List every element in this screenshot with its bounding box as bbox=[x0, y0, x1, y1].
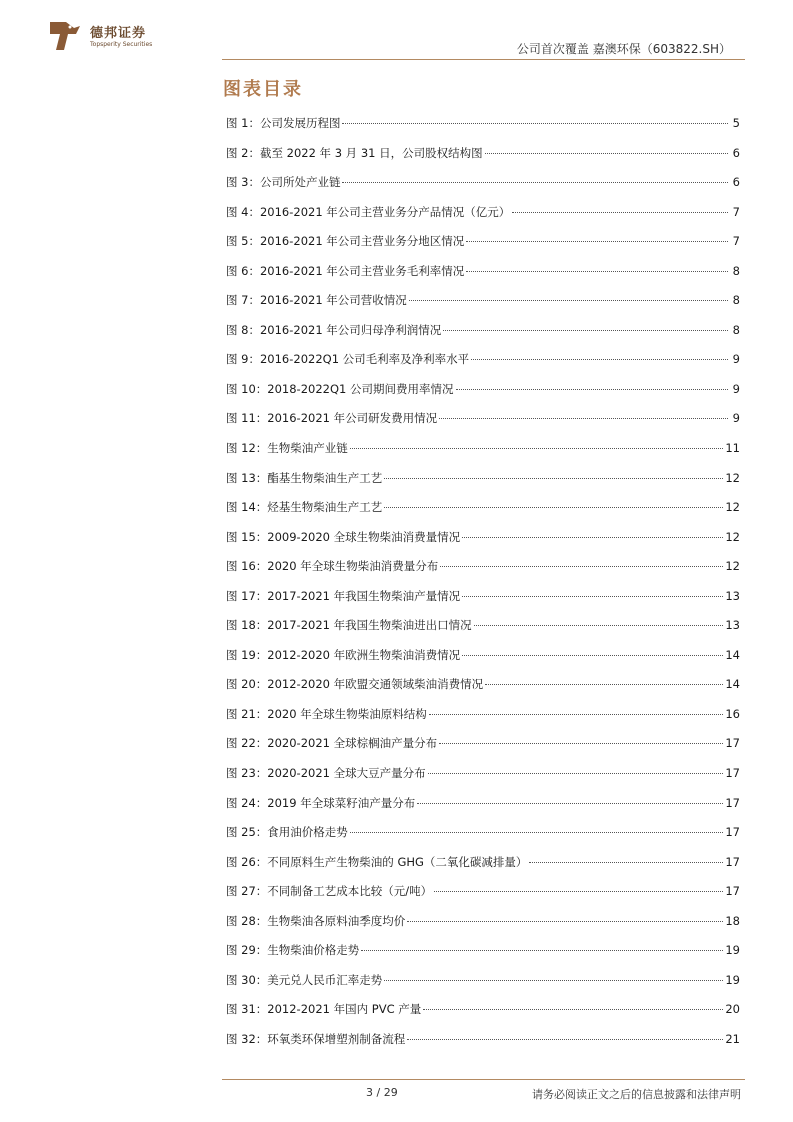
toc-entry-label[interactable]: 图 16：2020 年全球生物柴油消费量分布 bbox=[226, 559, 439, 574]
toc-dot-leader bbox=[462, 537, 723, 538]
toc-entry[interactable] bbox=[226, 617, 740, 647]
toc-entry-label[interactable]: 图 23：2020-2021 全球大豆产量分布 bbox=[226, 766, 426, 781]
toc-entry[interactable] bbox=[226, 440, 740, 470]
toc-entry[interactable] bbox=[226, 204, 740, 234]
toc-dot-leader bbox=[462, 596, 723, 597]
toc-entry[interactable] bbox=[226, 145, 740, 175]
toc-entry[interactable] bbox=[226, 470, 740, 500]
toc-entry[interactable] bbox=[226, 588, 740, 618]
toc-dot-leader bbox=[342, 182, 728, 183]
toc-entry-label[interactable]: 图 31：2012-2021 年国内 PVC 产量 bbox=[226, 1002, 422, 1017]
toc-dot-leader bbox=[342, 123, 728, 124]
toc-entry-label[interactable]: 图 26：不同原料生产生物柴油的 GHG（二氧化碳减排量） bbox=[226, 854, 528, 869]
toc-entry-label[interactable]: 图 22：2020-2021 全球棕榈油产量分布 bbox=[226, 736, 438, 751]
toc-entry-page-number[interactable]: 7 bbox=[732, 234, 740, 249]
toc-entry-label[interactable]: 图 13：酯基生物柴油生产工艺 bbox=[226, 470, 383, 485]
toc-entry-page-number[interactable]: 17 bbox=[725, 736, 740, 751]
toc-entry[interactable] bbox=[226, 824, 740, 854]
toc-entry-label[interactable]: 图 27：不同制备工艺成本比较（元/吨） bbox=[226, 884, 433, 899]
toc-entry[interactable] bbox=[226, 499, 740, 529]
toc-dot-leader bbox=[512, 212, 728, 213]
toc-entry[interactable] bbox=[226, 706, 740, 736]
toc-dot-leader bbox=[485, 684, 723, 685]
toc-dot-leader bbox=[474, 625, 724, 626]
header-divider bbox=[222, 59, 745, 60]
toc-entry[interactable] bbox=[226, 795, 740, 825]
toc-entry-label[interactable]: 图 4：2016-2021 年公司主营业务分产品情况（亿元） bbox=[226, 204, 511, 219]
toc-dot-leader bbox=[529, 862, 723, 863]
toc-entry-page-number[interactable]: 5 bbox=[732, 116, 740, 130]
toc-entry-page-number[interactable]: 19 bbox=[725, 943, 740, 958]
toc-entry-label[interactable]: 图 1：公司发展历程图 bbox=[226, 116, 341, 130]
footer-divider bbox=[222, 1079, 745, 1080]
toc-entry-page-number[interactable]: 14 bbox=[725, 677, 740, 692]
toc-dot-leader bbox=[466, 271, 728, 272]
toc-entry-label[interactable]: 图 17：2017-2021 年我国生物柴油产量情况 bbox=[226, 588, 461, 603]
toc-entry-label[interactable]: 图 2：截至 2022 年 3 月 31 日，公司股权结构图 bbox=[226, 145, 483, 160]
toc-entry[interactable] bbox=[226, 558, 740, 588]
toc-entry-page-number[interactable]: 8 bbox=[732, 293, 740, 308]
toc-dot-leader bbox=[350, 832, 724, 833]
toc-entry-page-number[interactable]: 11 bbox=[725, 441, 740, 456]
toc-entry[interactable] bbox=[226, 381, 740, 411]
toc-entry-page-number[interactable]: 17 bbox=[725, 854, 740, 869]
toc-entry[interactable] bbox=[226, 1001, 740, 1031]
toc-entry[interactable] bbox=[226, 1031, 740, 1061]
logo-text-en: Topsperity Securities bbox=[90, 41, 153, 48]
toc-dot-leader bbox=[485, 153, 728, 154]
toc-dot-leader bbox=[407, 921, 723, 922]
toc-entry-label[interactable]: 图 14：烃基生物柴油生产工艺 bbox=[226, 500, 383, 515]
toc-entry-page-number[interactable]: 8 bbox=[732, 263, 740, 278]
toc-entry[interactable] bbox=[226, 647, 740, 677]
toc-entry-label[interactable]: 图 7：2016-2021 年公司营收情况 bbox=[226, 293, 407, 308]
toc-entry-page-number[interactable]: 12 bbox=[725, 559, 740, 574]
toc-dot-leader bbox=[443, 330, 728, 331]
toc-dot-leader bbox=[407, 1039, 723, 1040]
toc-entry-label[interactable]: 图 18：2017-2021 年我国生物柴油进出口情况 bbox=[226, 618, 472, 633]
toc-dot-leader bbox=[361, 950, 723, 951]
toc-entry-page-number[interactable]: 9 bbox=[732, 411, 740, 426]
toc-dot-leader bbox=[462, 655, 723, 656]
toc-entry-label[interactable]: 图 25：食用油价格走势 bbox=[226, 825, 348, 840]
toc-entry-page-number[interactable]: 20 bbox=[725, 1002, 740, 1017]
toc-dot-leader bbox=[417, 803, 723, 804]
toc-entry-page-number[interactable]: 12 bbox=[725, 500, 740, 515]
toc-entry-page-number[interactable]: 18 bbox=[725, 913, 740, 928]
toc-entry-page-number[interactable]: 6 bbox=[732, 175, 740, 190]
toc-entry-label[interactable]: 图 5：2016-2021 年公司主营业务分地区情况 bbox=[226, 234, 465, 249]
company-logo bbox=[46, 16, 166, 56]
toc-entry[interactable] bbox=[226, 115, 740, 145]
toc-entry[interactable] bbox=[226, 263, 740, 293]
toc-entry[interactable] bbox=[226, 292, 740, 322]
toc-entry-page-number[interactable]: 12 bbox=[725, 529, 740, 544]
toc-dot-leader bbox=[434, 891, 723, 892]
toc-dot-leader bbox=[439, 418, 728, 419]
toc-entry-label[interactable]: 图 20：2012-2020 年欧盟交通领域柴油消费情况 bbox=[226, 677, 484, 692]
toc-entry[interactable] bbox=[226, 233, 740, 263]
toc-entry-label[interactable]: 图 28：生物柴油各原料油季度均价 bbox=[226, 913, 406, 928]
toc-entry-label[interactable]: 图 8：2016-2021 年公司归母净利润情况 bbox=[226, 322, 442, 337]
report-header-title: 公司首次覆盖 嘉澳环保（603822.SH） bbox=[516, 42, 731, 56]
toc-entry[interactable] bbox=[226, 410, 740, 440]
toc-entry-page-number[interactable]: 17 bbox=[725, 825, 740, 840]
toc-entry[interactable] bbox=[226, 883, 740, 913]
toc-entry-page-number[interactable]: 17 bbox=[725, 884, 740, 899]
toc-entry[interactable] bbox=[226, 174, 740, 204]
toc-entry[interactable] bbox=[226, 351, 740, 381]
toc-entry-page-number[interactable]: 9 bbox=[732, 381, 740, 396]
toc-entry-label[interactable]: 图 12：生物柴油产业链 bbox=[226, 441, 348, 456]
toc-entry-label[interactable]: 图 21：2020 年全球生物柴油原料结构 bbox=[226, 706, 427, 721]
toc-entry-label[interactable]: 图 24：2019 年全球菜籽油产量分布 bbox=[226, 795, 416, 810]
toc-entry-label[interactable]: 图 3：公司所处产业链 bbox=[226, 175, 341, 190]
page-indicator: 3 / 29 bbox=[366, 1086, 398, 1099]
toc-entry-page-number[interactable]: 7 bbox=[732, 204, 740, 219]
toc-dot-leader bbox=[423, 1009, 723, 1010]
toc-dot-leader bbox=[384, 478, 723, 479]
toc-entry-label[interactable]: 图 11：2016-2021 年公司研发费用情况 bbox=[226, 411, 438, 426]
toc-dot-leader bbox=[409, 300, 728, 301]
toc-entry-page-number[interactable]: 8 bbox=[732, 322, 740, 337]
toc-entry[interactable] bbox=[226, 972, 740, 1002]
logo-mark-icon bbox=[46, 16, 86, 56]
toc-entry-page-number[interactable]: 13 bbox=[725, 588, 740, 603]
toc-entry[interactable] bbox=[226, 322, 740, 352]
toc-entry-page-number[interactable]: 21 bbox=[725, 1031, 740, 1046]
figure-table-of-contents bbox=[226, 115, 740, 1061]
toc-entry-page-number[interactable]: 9 bbox=[732, 352, 740, 367]
toc-entry-page-number[interactable]: 6 bbox=[732, 145, 740, 160]
toc-entry-page-number[interactable]: 13 bbox=[725, 618, 740, 633]
toc-dot-leader bbox=[428, 773, 724, 774]
toc-dot-leader bbox=[384, 507, 723, 508]
toc-entry[interactable] bbox=[226, 765, 740, 795]
toc-entry-page-number[interactable]: 16 bbox=[725, 706, 740, 721]
toc-entry-label[interactable]: 图 30：美元兑人民币汇率走势 bbox=[226, 972, 383, 987]
toc-entry-page-number[interactable]: 12 bbox=[725, 470, 740, 485]
toc-entry-label[interactable]: 图 29：生物柴油价格走势 bbox=[226, 943, 360, 958]
toc-dot-leader bbox=[384, 980, 723, 981]
toc-entry-label[interactable]: 图 15：2009-2020 全球生物柴油消费量情况 bbox=[226, 529, 461, 544]
toc-entry-label[interactable]: 图 32：环氧类环保增塑剂制备流程 bbox=[226, 1031, 406, 1046]
toc-dot-leader bbox=[350, 448, 724, 449]
toc-entry-label[interactable]: 图 10：2018-2022Q1 公司期间费用率情况 bbox=[226, 381, 454, 396]
toc-entry-label[interactable]: 图 19：2012-2020 年欧洲生物柴油消费情况 bbox=[226, 647, 461, 662]
toc-dot-leader bbox=[456, 389, 729, 390]
toc-entry[interactable] bbox=[226, 735, 740, 765]
logo-text-cn: 德邦证券 bbox=[90, 26, 147, 41]
page-title: 图表目录 bbox=[223, 79, 303, 100]
footer-disclaimer: 请务必阅读正文之后的信息披露和法律声明 bbox=[532, 1088, 741, 1101]
toc-entry[interactable] bbox=[226, 913, 740, 943]
toc-entry[interactable] bbox=[226, 942, 740, 972]
toc-dot-leader bbox=[466, 241, 728, 242]
toc-dot-leader bbox=[440, 566, 723, 567]
toc-entry-page-number[interactable]: 19 bbox=[725, 972, 740, 987]
toc-entry-page-number[interactable]: 17 bbox=[725, 795, 740, 810]
toc-entry[interactable] bbox=[226, 529, 740, 559]
toc-entry[interactable] bbox=[226, 854, 740, 884]
toc-dot-leader bbox=[429, 714, 724, 715]
toc-dot-leader bbox=[439, 743, 723, 744]
toc-dot-leader bbox=[471, 359, 728, 360]
toc-entry-label[interactable]: 图 9：2016-2022Q1 公司毛利率及净利率水平 bbox=[226, 352, 470, 367]
toc-entry[interactable] bbox=[226, 676, 740, 706]
toc-entry-page-number[interactable]: 17 bbox=[725, 766, 740, 781]
toc-entry-label[interactable]: 图 6：2016-2021 年公司主营业务毛利率情况 bbox=[226, 263, 465, 278]
toc-entry-page-number[interactable]: 14 bbox=[725, 647, 740, 662]
